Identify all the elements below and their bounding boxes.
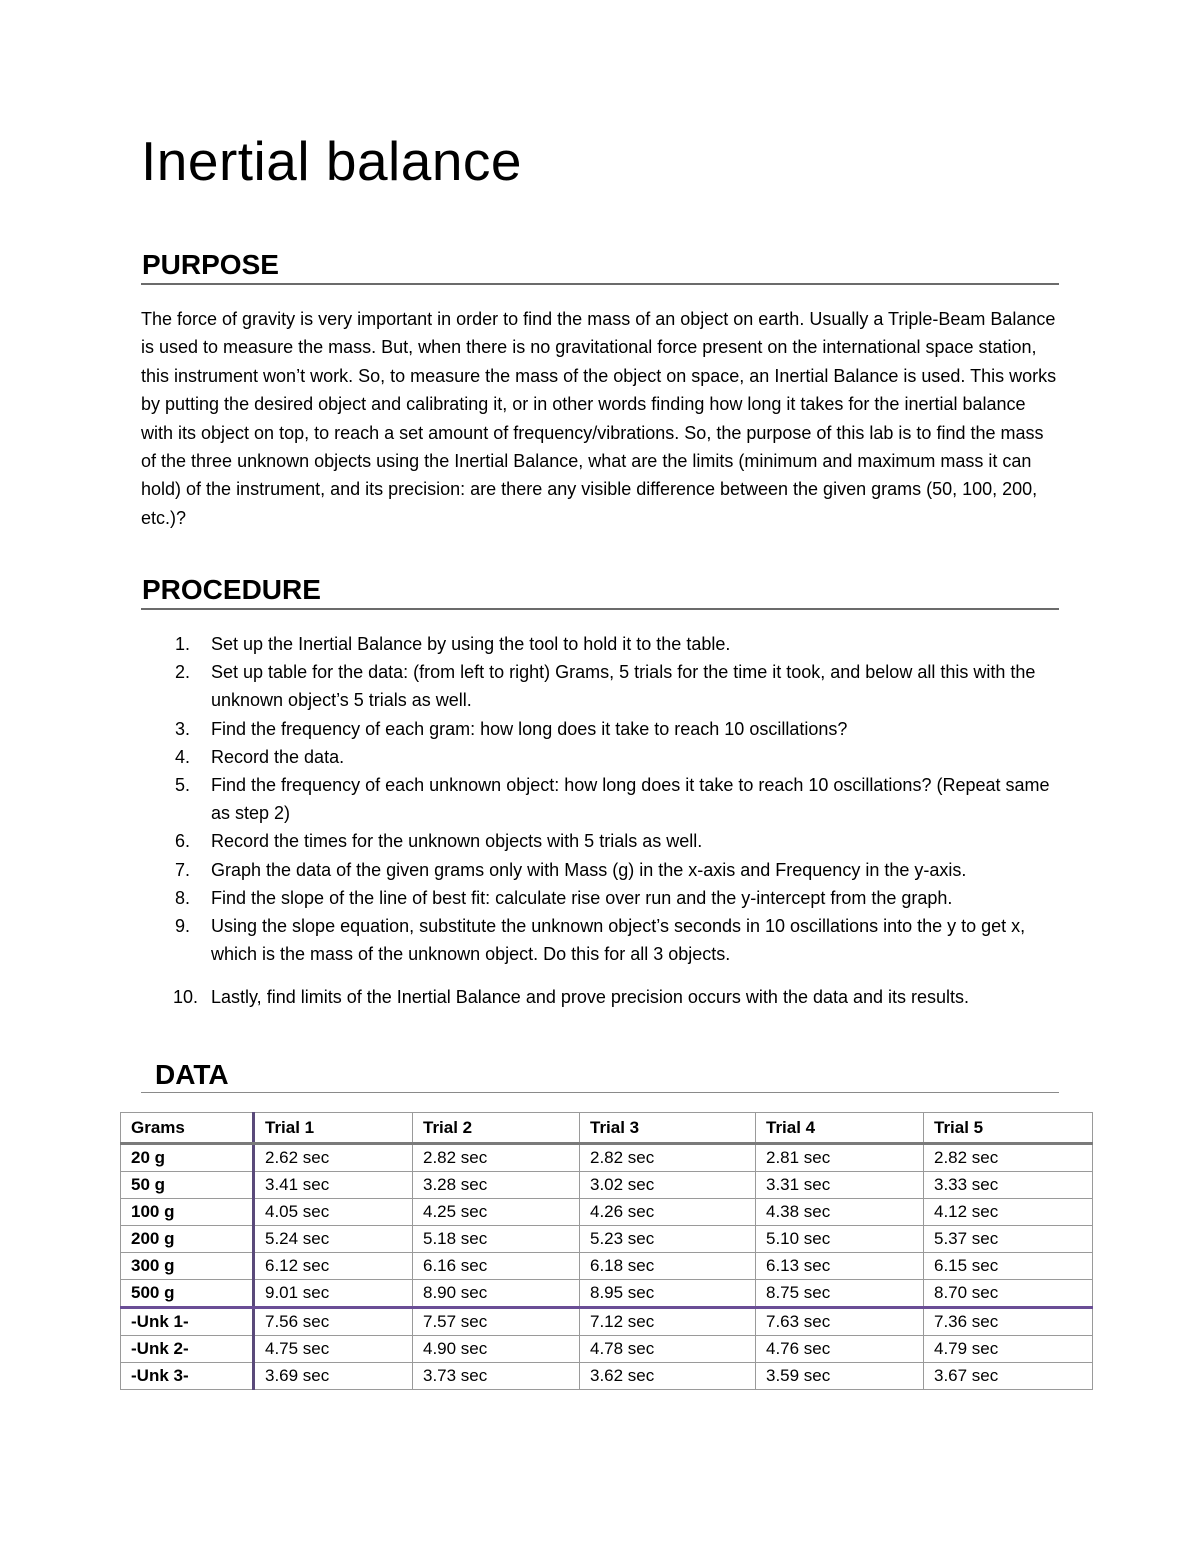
table-row bbox=[121, 1363, 1093, 1390]
row-label: 200 g bbox=[121, 1226, 254, 1253]
procedure-step bbox=[141, 630, 1066, 658]
step-number: 7. bbox=[175, 859, 191, 880]
table-cell: 7.56 sec bbox=[254, 1308, 413, 1336]
table-cell: 3.41 sec bbox=[254, 1172, 413, 1199]
table-cell: 4.79 sec bbox=[924, 1336, 1093, 1363]
table-cell: 4.12 sec bbox=[924, 1199, 1093, 1226]
table-cell: 3.67 sec bbox=[924, 1363, 1093, 1390]
table-cell: 3.28 sec bbox=[413, 1172, 580, 1199]
table-cell: 8.95 sec bbox=[580, 1280, 756, 1308]
table-cell: 5.10 sec bbox=[756, 1226, 924, 1253]
step-text: Set up table for the data: (from left to right) Grams, 5 trials for the time it took, and below all this with the unknown object’s 5 trials as well. bbox=[211, 662, 1036, 711]
data-heading: DATA bbox=[155, 1059, 229, 1090]
table-cell: 2.82 sec bbox=[580, 1144, 756, 1172]
step-number: 8. bbox=[175, 887, 191, 908]
row-label: 50 g bbox=[121, 1172, 254, 1199]
purpose-divider bbox=[141, 283, 1059, 285]
table-cell: 4.78 sec bbox=[580, 1336, 756, 1363]
column-header: Trial 2 bbox=[413, 1113, 580, 1144]
table-cell: 6.15 sec bbox=[924, 1253, 1093, 1280]
table-cell: 6.12 sec bbox=[254, 1253, 413, 1280]
column-header: Trial 4 bbox=[756, 1113, 924, 1144]
table-cell: 4.75 sec bbox=[254, 1336, 413, 1363]
step-number: 4. bbox=[175, 746, 191, 767]
table-row bbox=[121, 1226, 1093, 1253]
column-header: Trial 5 bbox=[924, 1113, 1093, 1144]
data-table bbox=[120, 1112, 1093, 1390]
table-cell: 2.62 sec bbox=[254, 1144, 413, 1172]
table-cell: 4.26 sec bbox=[580, 1199, 756, 1226]
table-cell: 6.18 sec bbox=[580, 1253, 756, 1280]
table-header-row bbox=[121, 1113, 1093, 1144]
table-cell: 3.59 sec bbox=[756, 1363, 924, 1390]
table-cell: 2.82 sec bbox=[924, 1144, 1093, 1172]
table-row bbox=[121, 1172, 1093, 1199]
step-text: Using the slope equation, substitute the unknown object’s seconds in 10 oscillations into the y to get x, which is the mass of the unknown object. Do this for all 3 objects. bbox=[211, 916, 1026, 965]
step-number: 5. bbox=[175, 775, 191, 796]
procedure-step bbox=[141, 715, 1066, 743]
step-number: 1. bbox=[175, 634, 191, 654]
step-number: 2. bbox=[175, 662, 191, 683]
table-row bbox=[121, 1336, 1093, 1363]
page-title: Inertial balance bbox=[141, 130, 523, 192]
procedure-heading: PROCEDURE bbox=[142, 574, 321, 605]
procedure-step bbox=[141, 827, 1066, 855]
table-cell: 5.18 sec bbox=[413, 1226, 580, 1253]
table-cell: 6.13 sec bbox=[756, 1253, 924, 1280]
row-label: 100 g bbox=[121, 1199, 254, 1226]
data-divider bbox=[141, 1092, 1059, 1093]
row-label: 500 g bbox=[121, 1280, 254, 1308]
procedure-step bbox=[141, 912, 1066, 968]
procedure-steps bbox=[141, 630, 1066, 1012]
table-cell: 8.70 sec bbox=[924, 1280, 1093, 1308]
table-cell: 5.24 sec bbox=[254, 1226, 413, 1253]
row-label: -Unk 2- bbox=[121, 1336, 254, 1363]
row-label: 20 g bbox=[121, 1144, 254, 1172]
row-label: 300 g bbox=[121, 1253, 254, 1280]
table-cell: 3.69 sec bbox=[254, 1363, 413, 1390]
table-cell: 4.90 sec bbox=[413, 1336, 580, 1363]
step-text: Find the frequency of each gram: how long does it take to reach 10 oscillations? bbox=[211, 718, 848, 739]
step-text: Record the times for the unknown objects with 5 trials as well. bbox=[211, 831, 703, 852]
step-number: 10. bbox=[173, 987, 199, 1008]
procedure-step bbox=[141, 658, 1066, 714]
column-header: Trial 1 bbox=[254, 1113, 413, 1144]
purpose-heading: PURPOSE bbox=[142, 249, 279, 280]
table-row bbox=[121, 1308, 1093, 1336]
table-cell: 7.63 sec bbox=[756, 1308, 924, 1336]
step-text: Find the slope of the line of best fit: calculate rise over run and the y-intercept from the graph. bbox=[211, 887, 953, 908]
table-row bbox=[121, 1253, 1093, 1280]
table-cell: 4.05 sec bbox=[254, 1199, 413, 1226]
table-cell: 4.38 sec bbox=[756, 1199, 924, 1226]
table-cell: 2.82 sec bbox=[413, 1144, 580, 1172]
table-row bbox=[121, 1144, 1093, 1172]
table-cell: 3.33 sec bbox=[924, 1172, 1093, 1199]
table-cell: 3.73 sec bbox=[413, 1363, 580, 1390]
procedure-step bbox=[141, 771, 1066, 827]
procedure-step bbox=[141, 856, 1066, 884]
table-cell: 3.62 sec bbox=[580, 1363, 756, 1390]
table-cell: 7.57 sec bbox=[413, 1308, 580, 1336]
purpose-paragraph: The force of gravity is very important in order to find the mass of an object on earth. Usually a Triple-Beam Balance is used to measure the mass. But, when there is no gravitational force present on the international space station, this instrument won’t work. So, to measure the mass of the object on space, an Inertial Balance is used. This works by putting the desired object and calibrating it, or in other words finding how long it takes for the inertial balance with its object on top, to reach a set amount of frequency/vibrations. So, the purpose of this lab is to find the mass of the three unknown objects using the Inertial Balance, what are the limits (minimum and maximum mass it can hold) of the instrument, and its precision: are there any visible difference between the given grams (50, 100, 200, etc.)? bbox=[141, 309, 1057, 528]
table-cell: 4.76 sec bbox=[756, 1336, 924, 1363]
table-cell: 2.81 sec bbox=[756, 1144, 924, 1172]
table-cell: 3.02 sec bbox=[580, 1172, 756, 1199]
table-cell: 5.23 sec bbox=[580, 1226, 756, 1253]
step-number: 6. bbox=[175, 831, 191, 852]
table-cell: 4.25 sec bbox=[413, 1199, 580, 1226]
table-row bbox=[121, 1280, 1093, 1308]
procedure-step bbox=[141, 743, 1066, 771]
table-cell: 6.16 sec bbox=[413, 1253, 580, 1280]
table-cell: 7.36 sec bbox=[924, 1308, 1093, 1336]
step-text: Lastly, find limits of the Inertial Balance and prove precision occurs with the data and its results. bbox=[211, 987, 970, 1008]
step-text: Record the data. bbox=[211, 746, 345, 767]
table-row bbox=[121, 1199, 1093, 1226]
step-text: Set up the Inertial Balance by using the tool to hold it to the table. bbox=[211, 634, 731, 654]
table-cell: 3.31 sec bbox=[756, 1172, 924, 1199]
procedure-divider bbox=[141, 608, 1059, 610]
step-text: Find the frequency of each unknown object: how long does it take to reach 10 oscillations? (Repeat same as step 2) bbox=[211, 775, 1050, 824]
column-header: Trial 3 bbox=[580, 1113, 756, 1144]
table-cell: 7.12 sec bbox=[580, 1308, 756, 1336]
table-cell: 5.37 sec bbox=[924, 1226, 1093, 1253]
step-text: Graph the data of the given grams only with Mass (g) in the x-axis and Frequency in the y-axis. bbox=[211, 859, 967, 880]
procedure-step bbox=[141, 983, 1066, 1011]
procedure-step bbox=[141, 884, 1066, 912]
step-number: 3. bbox=[175, 718, 191, 739]
row-label: -Unk 1- bbox=[121, 1308, 254, 1336]
column-header: Grams bbox=[121, 1113, 254, 1144]
table-cell: 8.90 sec bbox=[413, 1280, 580, 1308]
table-cell: 9.01 sec bbox=[254, 1280, 413, 1308]
table-cell: 8.75 sec bbox=[756, 1280, 924, 1308]
step-number: 9. bbox=[175, 916, 191, 937]
row-label: -Unk 3- bbox=[121, 1363, 254, 1390]
